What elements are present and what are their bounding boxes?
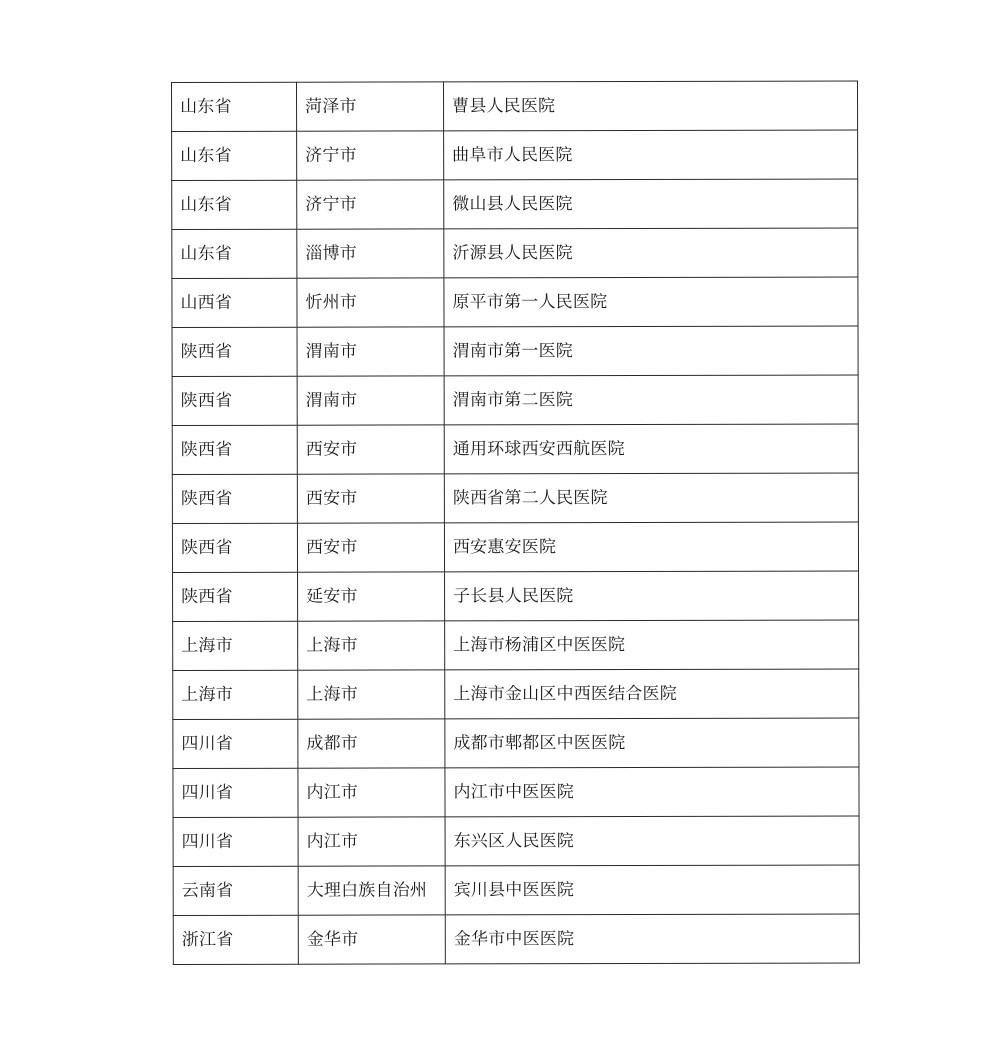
table-row [172,179,858,229]
city-cell: 成都市 [298,719,445,768]
table-row [172,130,858,180]
province-cell: 上海市 [173,621,298,670]
hospital-cell: 子长县人民医院 [445,571,859,621]
table-row [173,914,859,964]
hospital-cell: 渭南市第二医院 [444,375,858,425]
hospital-cell: 微山县人民医院 [444,179,858,229]
table-row [173,865,859,915]
hospital-cell: 宾川县中医医院 [445,865,859,915]
table-row [173,669,859,719]
province-cell: 陕西省 [172,474,297,523]
hospital-cell: 金华市中医医院 [445,914,859,964]
table-row [173,816,859,866]
province-cell: 陕西省 [173,572,298,621]
city-cell: 渭南市 [297,327,444,376]
hospital-cell: 成都市郫都区中医医院 [445,718,859,768]
city-cell: 内江市 [298,768,445,817]
hospital-cell: 曲阜市人民医院 [444,130,858,180]
table-row [172,228,858,278]
city-cell: 内江市 [298,817,445,866]
table-row [172,473,858,523]
city-cell: 西安市 [297,474,444,523]
city-cell: 西安市 [297,425,444,474]
hospital-cell: 上海市金山区中西医结合医院 [445,669,859,719]
city-cell: 西安市 [297,523,444,572]
table-row [173,620,859,670]
city-cell: 菏泽市 [297,82,444,131]
province-cell: 山东省 [172,82,297,131]
city-cell: 渭南市 [297,376,444,425]
table-row [172,424,858,474]
table-row [173,571,859,621]
city-cell: 大理白族自治州 [298,866,445,915]
province-cell: 陕西省 [172,425,297,474]
table-row [172,522,858,572]
hospital-cell: 东兴区人民医院 [445,816,859,866]
province-cell: 陕西省 [172,327,297,376]
province-cell: 山东省 [172,131,297,180]
province-cell: 陕西省 [172,376,297,425]
province-cell: 浙江省 [173,915,298,964]
hospital-cell: 原平市第一人民医院 [444,277,858,327]
hospital-cell: 通用环球西安西航医院 [444,424,858,474]
province-cell: 上海市 [173,670,298,719]
city-cell: 忻州市 [297,278,444,327]
province-cell: 云南省 [173,866,298,915]
hospital-cell: 渭南市第一医院 [444,326,858,376]
province-cell: 山东省 [172,229,297,278]
table-row [173,718,859,768]
hospital-cell: 上海市杨浦区中医医院 [445,620,859,670]
hospital-table [171,81,860,965]
province-cell: 四川省 [173,817,298,866]
hospital-cell: 陕西省第二人民医院 [444,473,858,523]
hospital-cell: 西安惠安医院 [444,522,858,572]
table-row [172,277,858,327]
table-row [172,326,858,376]
province-cell: 山西省 [172,278,297,327]
city-cell: 淄博市 [297,229,444,278]
city-cell: 上海市 [298,621,445,670]
province-cell: 四川省 [173,719,298,768]
province-cell: 陕西省 [172,523,297,572]
hospital-cell: 曹县人民医院 [444,81,858,131]
table-row [173,767,859,817]
city-cell: 济宁市 [297,131,444,180]
table-row [172,375,858,425]
city-cell: 上海市 [298,670,445,719]
city-cell: 济宁市 [297,180,444,229]
province-cell: 四川省 [173,768,298,817]
province-cell: 山东省 [172,180,297,229]
city-cell: 金华市 [298,915,445,964]
hospital-cell: 沂源县人民医院 [444,228,858,278]
table-row [172,81,858,131]
hospital-cell: 内江市中医医院 [445,767,859,817]
city-cell: 延安市 [298,572,445,621]
